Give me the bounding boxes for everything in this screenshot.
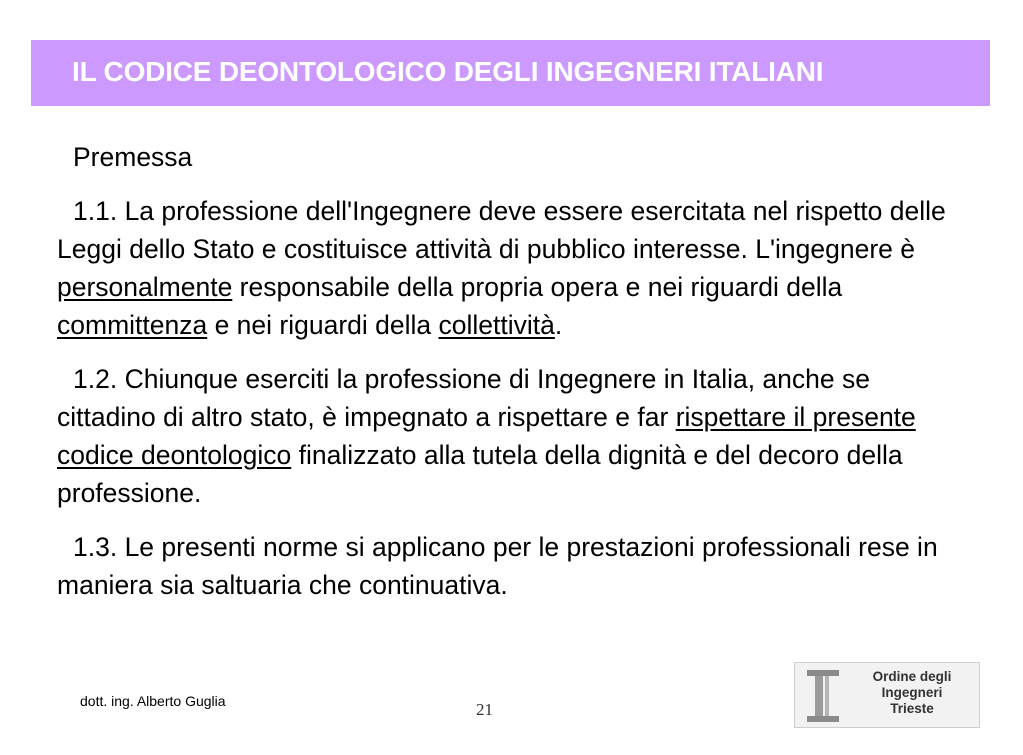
footer-author: dott. ing. Alberto Guglia xyxy=(80,693,226,709)
logo-text xyxy=(847,669,977,717)
paragraph-1-3: 1.3. Le presenti norme si applicano per le prestazioni professionali rese in maniera sia saltuaria che continuativa. xyxy=(57,532,938,600)
slide-content xyxy=(57,138,957,620)
p2-text-b: finalizzato alla tutela della dignità e del decoro della professione. xyxy=(57,440,903,508)
slide-title: IL CODICE DEONTOLOGICO DEGLI INGEGNERI ITALIANI xyxy=(72,56,824,87)
ordine-ingegneri-logo xyxy=(794,662,980,728)
p1-underlined-committenza: committenza xyxy=(57,310,208,340)
p1-text-d: . xyxy=(554,310,563,340)
paragraph-1-1 xyxy=(57,192,957,344)
p2-underlined-codice: rispettare il presente codice deontologico xyxy=(57,402,916,470)
logo-line-3: Trieste xyxy=(890,701,934,716)
logo-line-2: Ingegneri xyxy=(881,685,943,700)
paragraph-1-2 xyxy=(57,360,957,512)
p1-text-a: 1.1. La professione dell'Ingegnere deve essere esercitata nel rispetto delle Leggi dello Stato e costituisce attività di pubblico interesse. L'ingegnere è xyxy=(57,196,946,264)
p2-text-a: 1.2. Chiunque eserciti la professione di Ingegnere in Italia, anche se cittadino di altro stato, è impegnato a rispettare e far xyxy=(57,364,870,432)
p1-text-c: e nei riguardi della xyxy=(207,310,439,340)
section-heading: Premessa xyxy=(73,142,193,172)
logo-i-icon xyxy=(805,668,841,724)
p1-text-b: responsabile della propria opera e nei riguardi della xyxy=(232,272,843,302)
page-number: 21 xyxy=(476,700,493,719)
p1-underlined-personalmente: personalmente xyxy=(57,272,233,302)
p1-underlined-collettivita: collettività xyxy=(438,310,555,340)
logo-line-1: Ordine degli xyxy=(872,669,952,684)
